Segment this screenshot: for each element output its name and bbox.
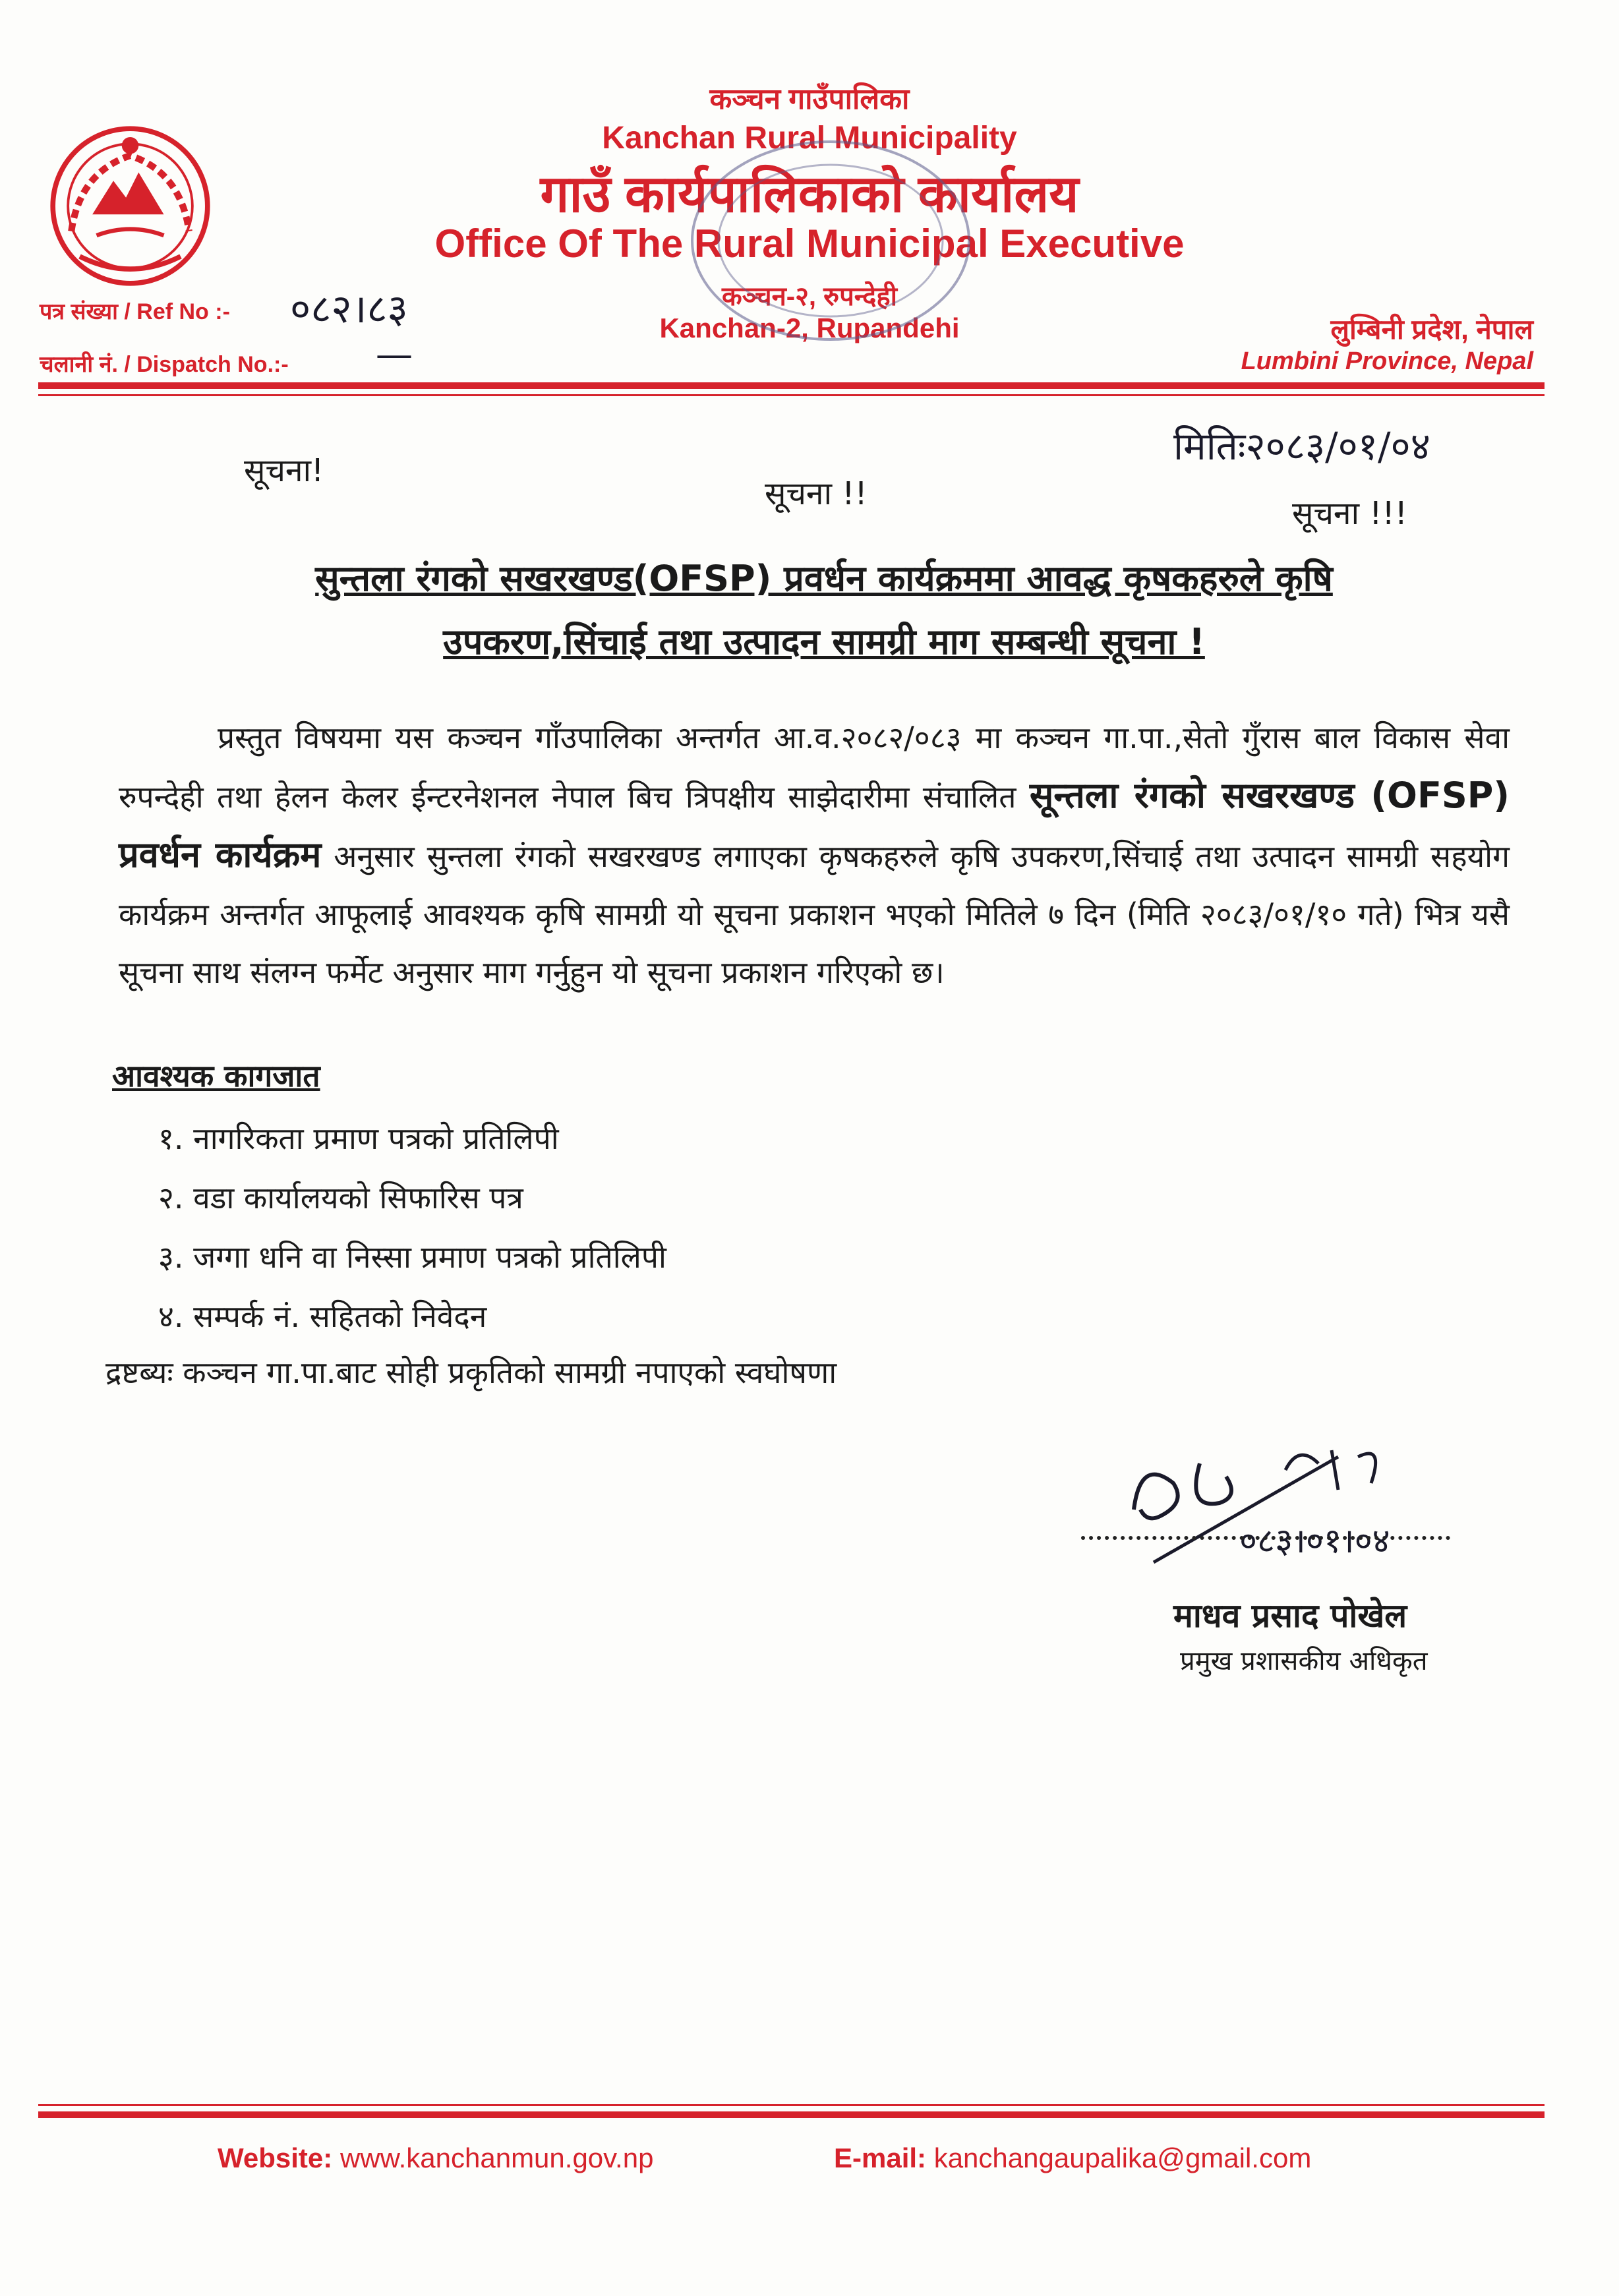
ref-no-label: पत्र संख्या / Ref No :- (40, 299, 230, 324)
notice-label-2: सूचना !! (765, 475, 868, 512)
notice-date: मितिः२०८३/०१/०४ (1173, 424, 1430, 469)
documents-heading: आवश्यक कागजात (112, 1058, 320, 1094)
province-english: Lumbini Province, Nepal (1241, 347, 1533, 375)
notice-title-line-1: सुन्तला रंगको सखरखण्ड(OFSP) प्रवर्धन कार्यक्रममा आवद्ध कृषकहरुले कृषि (315, 558, 1333, 599)
footer-rule-thin (38, 2104, 1545, 2106)
address-nepali: कञ्चन-२, रुपन्देही (722, 282, 897, 311)
email-link[interactable]: kanchangaupalika@gmail.com (933, 2142, 1312, 2173)
note-text: द्रष्टब्यः कञ्चन गा.पा.बाट सोही प्रकृतिको सामग्री नपाएको स्वघोषणा (105, 1355, 837, 1390)
email-label: E-mail: (834, 2142, 927, 2173)
document-item-4: ४. सम्पर्क नं. सहितको निवेदन (158, 1299, 487, 1334)
office-stamp (679, 132, 982, 349)
footer-website (218, 2142, 653, 2174)
signatory-name: माधव प्रसाद पोखेल (1173, 1597, 1407, 1635)
footer-rule-thick (38, 2111, 1545, 2118)
address-english: Kanchan-2, Rupandehi (659, 312, 960, 343)
website-label: Website: (218, 2142, 333, 2173)
municipality-name-nepali: कञ्चन गाउँपालिका (709, 83, 910, 115)
dispatch-no-value: — (376, 333, 413, 376)
dispatch-no-label: चलानी नं. / Dispatch No.:- (40, 352, 289, 377)
document-item-2: २. वडा कार्यालयको सिफारिस पत्र (158, 1180, 523, 1216)
notice-label-1: सूचना! (244, 452, 324, 489)
office-name-english: Office Of The Rural Municipal Executive (434, 221, 1185, 266)
body-text-part-2: अनुसार सुन्तला रंगको सखरखण्ड लगाएका कृषकहरुले कृषि उपकरण,सिंचाई तथा उत्पादन सामग्री सहयोग कार्यक्रम अन्तर्गत आफूलाई आवश्यक कृषि सामग्री यो सूचना प्रकाशन भएको मितिले ७ दिन (मिति २०८३/०१/१० गते) भित्र यसै सूचना साथ संलग्न फर्मेट अनुसार माग गर्नुहुन यो सूचना प्रकाशन गरिएको छ। (119, 839, 1510, 990)
signature-date: ०८३।०१।०४ (1239, 1521, 1390, 1561)
body-paragraph (119, 709, 1510, 1001)
signatory-designation: प्रमुख प्रशासकीय अधिकृत (1180, 1646, 1428, 1676)
office-name-nepali: गाउँ कार्यपालिकाको कार्यालय (540, 165, 1079, 223)
website-link[interactable]: www.kanchanmun.gov.np (339, 2142, 654, 2173)
municipality-name-english: Kanchan Rural Municipality (602, 121, 1017, 156)
header-rule-thick (38, 382, 1545, 389)
notice-title-line-2: उपकरण,सिंचाई तथा उत्पादन सामग्री माग सम्बन्धी सूचना ! (443, 621, 1205, 662)
notice-label-3: सूचना !!! (1292, 495, 1407, 532)
signature-line (1081, 1536, 1450, 1540)
province-nepali: लुम्बिनी प्रदेश, नेपाल (1330, 314, 1533, 345)
footer-email (834, 2142, 1311, 2174)
notice-title (237, 547, 1411, 674)
document-item-1: १. नागरिकता प्रमाण पत्रको प्रतिलिपी (158, 1121, 559, 1156)
document-item-3: ३. जग्गा धनि वा निस्सा प्रमाण पत्रको प्रतिलिपी (158, 1239, 666, 1275)
program-name-bold: सून्तला रंगको सखरखण्ड (OFSP) प्रवर्धन कार्यक्रम (119, 775, 1510, 875)
ref-no-value: ०८२।८३ (290, 286, 408, 332)
header-rule-thin (38, 394, 1545, 396)
body-text-part-1: प्रस्तुत विषयमा यस कञ्चन गाँउपालिका अन्तर्गत आ.व.२०८२/०८३ मा कञ्चन गा.पा.,सेतो गुँरास बाल विकास सेवा रुपन्देही तथा हेलन केलर ईन्टरनेशनल नेपाल बिच त्रिपक्षीय साझेदारीमा संचालित (119, 720, 1510, 815)
